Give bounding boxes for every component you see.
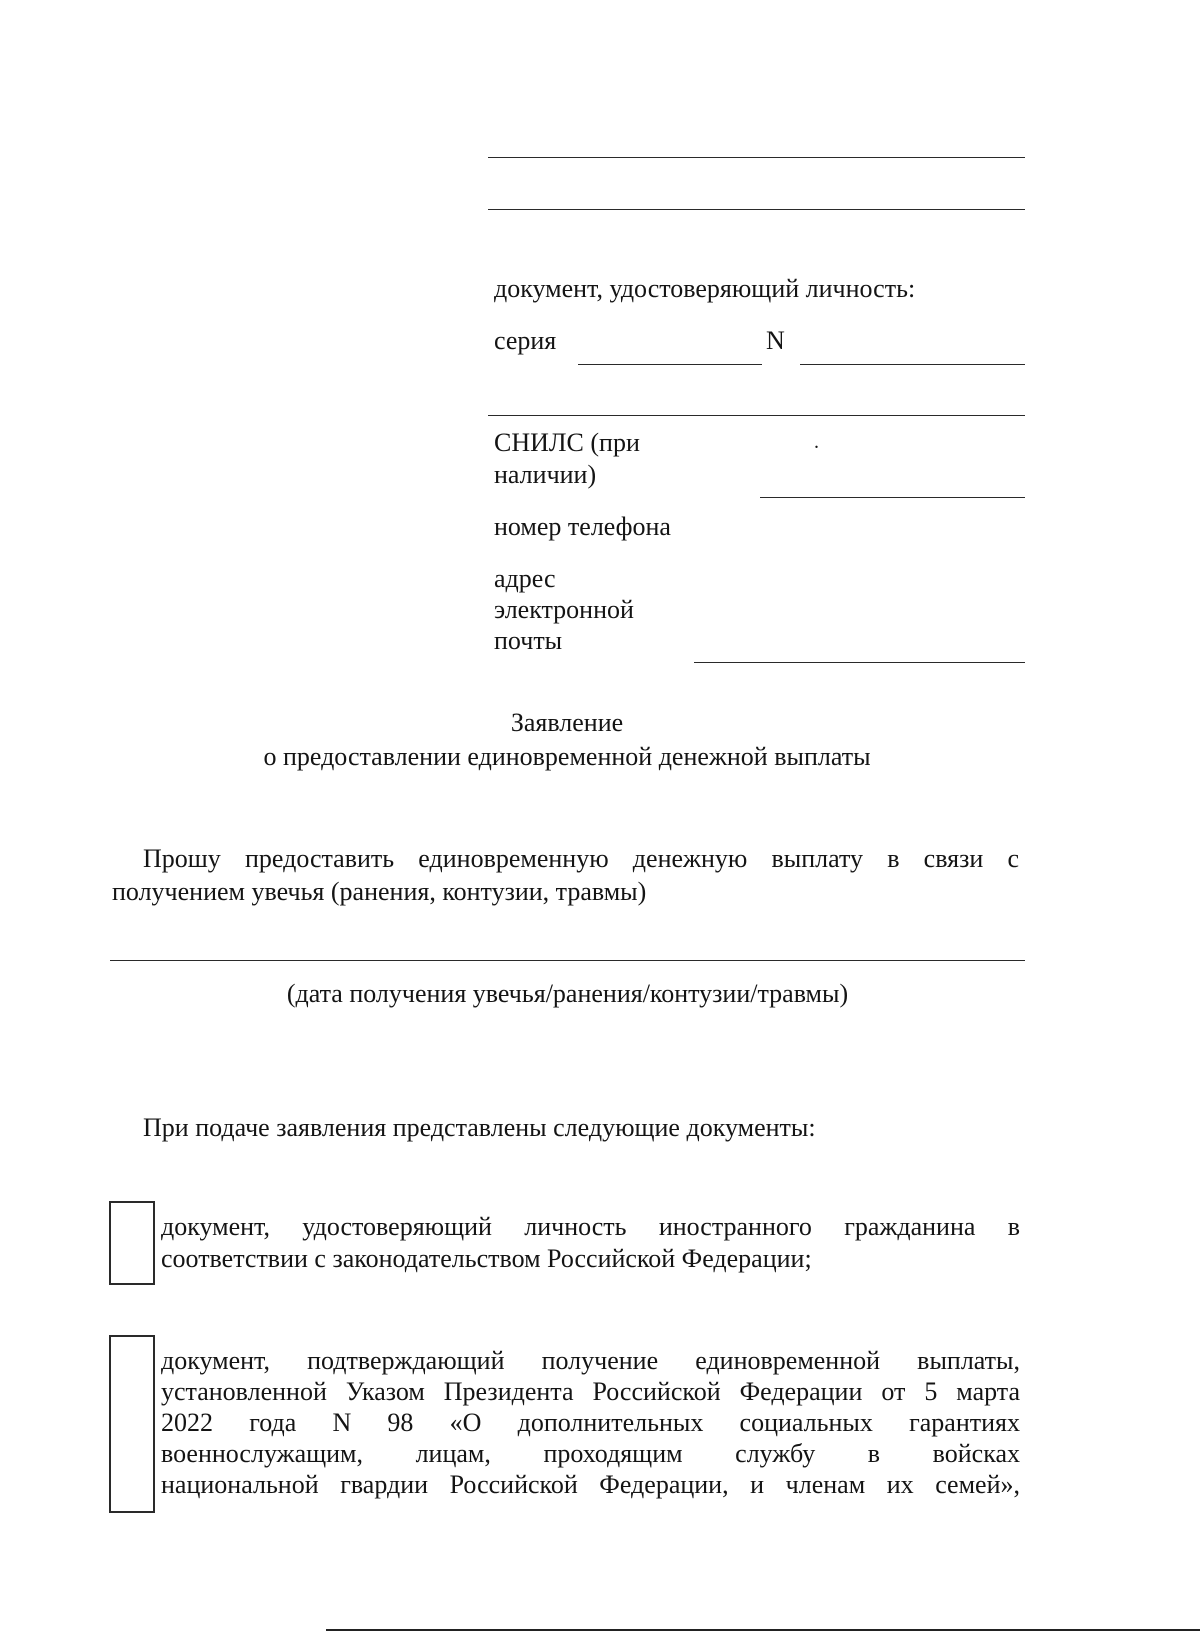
snils-field-line[interactable] (760, 497, 1025, 498)
document-item-2-line-3: 2022 года N 98 «О дополнительных социальных гарантиях (161, 1408, 1020, 1437)
series-field-line[interactable] (578, 364, 762, 365)
documents-intro: При подаче заявления представлены следующие документы: (143, 1113, 816, 1142)
applicant-name-line-2[interactable] (488, 209, 1025, 210)
phone-label: номер телефона (494, 512, 671, 541)
applicant-name-line-1[interactable] (488, 157, 1025, 158)
snils-label-line-2: наличии) (494, 460, 597, 489)
email-label-line-3: почты (494, 626, 563, 655)
email-field-line[interactable] (694, 662, 1025, 663)
document-item-1-line-1: документ, удостоверяющий личность иностранного гражданина в (161, 1212, 1020, 1241)
document-title: Заявление (510, 708, 624, 737)
series-label: серия (494, 326, 557, 355)
injury-date-caption: (дата получения увечья/ранения/контузии/травмы) (286, 979, 849, 1008)
injury-date-line[interactable] (110, 960, 1025, 961)
snils-dot-mark: . (814, 431, 819, 453)
document-item-2-line-4: военнослужащим, лицам, проходящим службу в войсках (161, 1439, 1020, 1468)
snils-label-line-1: СНИЛС (при (494, 428, 640, 457)
document-checkbox-1[interactable] (109, 1201, 155, 1285)
page-bottom-scan-edge (326, 1629, 1200, 1631)
document-item-2-line-1: документ, подтверждающий получение единовременной выплаты, (161, 1346, 1020, 1375)
request-text-line-1: Прошу предоставить единовременную денежную выплату в связи с (143, 844, 1019, 873)
document-subtitle: о предоставлении единовременной денежной выплаты (263, 742, 871, 771)
number-label: N (766, 326, 785, 355)
document-checkbox-2[interactable] (109, 1335, 155, 1513)
email-label-line-1: адрес (494, 564, 556, 593)
document-item-2-line-2: установленной Указом Президента Российской Федерации от 5 марта (161, 1377, 1020, 1406)
number-field-line[interactable] (800, 364, 1025, 365)
id-document-label: документ, удостоверяющий личность: (494, 274, 916, 303)
email-label-line-2: электронной (494, 595, 634, 624)
document-item-2-line-5: национальной гвардии Российской Федерации, и членам их семей», (161, 1470, 1020, 1499)
request-text-line-2: получением увечья (ранения, контузии, травмы) (112, 877, 647, 906)
id-document-issuer-line[interactable] (488, 415, 1025, 416)
document-item-1-line-2: соответствии с законодательством Российской Федерации; (161, 1244, 812, 1273)
